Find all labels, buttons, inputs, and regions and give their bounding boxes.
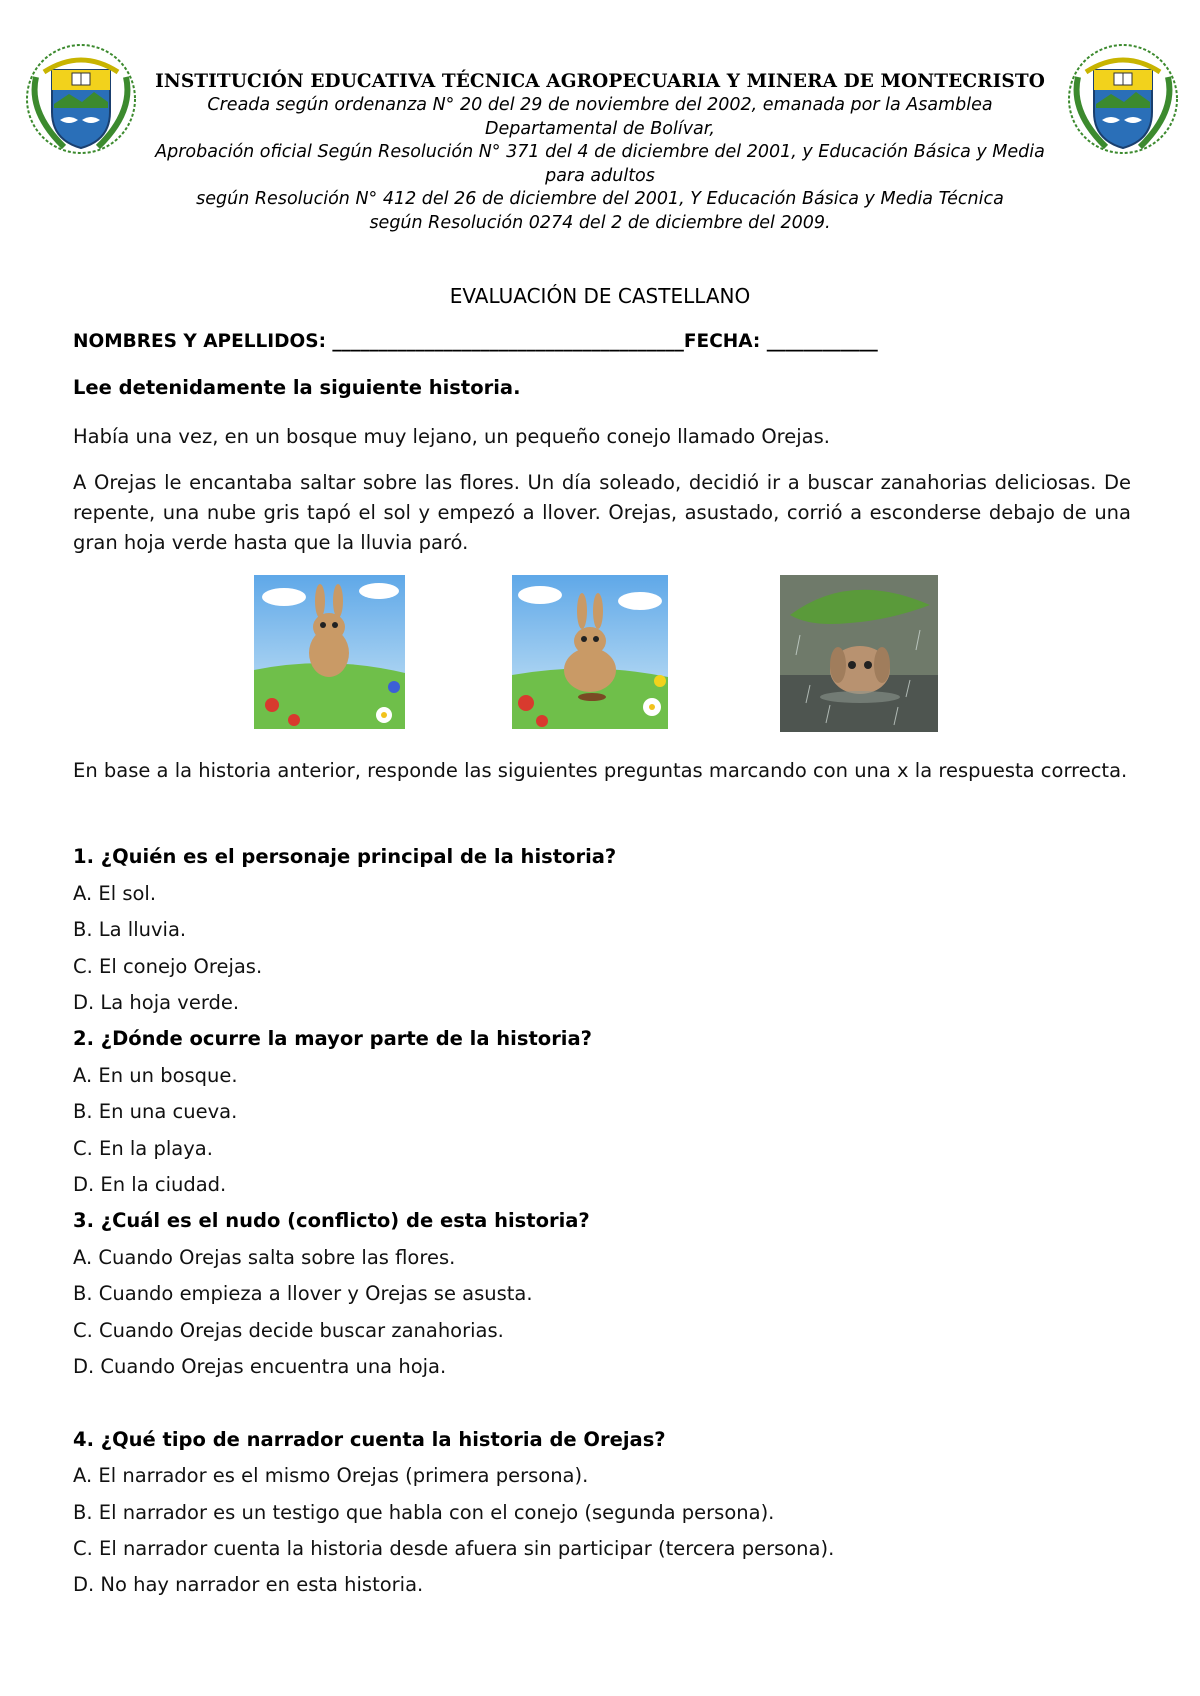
header-line: según Resolución 0274 del 2 de diciembre del 2009. xyxy=(369,212,831,233)
answer-option[interactable]: A. Cuando Orejas salta sobre las flores. xyxy=(73,1246,456,1269)
institution-header xyxy=(130,70,1070,235)
answer-option[interactable]: D. Cuando Orejas encuentra una hoja. xyxy=(73,1355,447,1378)
answer-option[interactable]: D. En la ciudad. xyxy=(73,1173,227,1196)
answer-option[interactable]: C. Cuando Orejas decide buscar zanahorias. xyxy=(73,1319,504,1342)
header-line: Departamental de Bolívar, xyxy=(485,118,715,139)
story-paragraph: Había una vez, en un bosque muy lejano, un pequeño conejo llamado Orejas. xyxy=(73,425,830,448)
header-line: Creada según ordenanza N° 20 del 29 de noviembre del 2002, emanada por la Asamblea xyxy=(207,95,993,115)
question-3: 3. ¿Cuál es el nudo (conflicto) de esta historia? xyxy=(73,1209,590,1232)
school-crest-logo-right xyxy=(1066,42,1181,157)
answer-option[interactable]: A. El sol. xyxy=(73,882,157,905)
rabbit-searching-illustration xyxy=(512,575,668,729)
exam-title: EVALUACIÓN DE CASTELLANO xyxy=(449,284,751,308)
answer-option[interactable]: D. No hay narrador en esta historia. xyxy=(73,1573,424,1596)
rabbit-under-leaf-illustration xyxy=(780,575,938,732)
answer-option[interactable]: A. En un bosque. xyxy=(73,1064,238,1087)
question-2: 2. ¿Dónde ocurre la mayor parte de la historia? xyxy=(73,1027,592,1050)
questions-instruction: En base a la historia anterior, responde las siguientes preguntas marcando con una x la respuesta correcta. xyxy=(73,759,1128,782)
answer-option[interactable]: A. El narrador es el mismo Orejas (primera persona). xyxy=(73,1464,589,1487)
name-date-field: NOMBRES Y APELLIDOS: ______________________________________FECHA: ____________ xyxy=(73,331,878,352)
answer-option[interactable]: B. En una cueva. xyxy=(73,1100,238,1123)
institution-name: INSTITUCIÓN EDUCATIVA TÉCNICA AGROPECUARIA Y MINERA DE MONTECRISTO xyxy=(155,71,1045,92)
answer-option[interactable]: D. La hoja verde. xyxy=(73,991,240,1014)
header-line: según Resolución N° 412 del 26 de diciembre del 2001, Y Educación Básica y Media Técnica xyxy=(196,189,1004,209)
story-paragraph: A Orejas le encantaba saltar sobre las flores. Un día soleado, decidió ir a buscar zanahorias deliciosas. De repente, una nube gris tapó el sol y empezó a llover. Orejas, asustado, corrió a esconderse debajo de una gran hoja verde hasta que la lluvia paró. xyxy=(73,471,1131,554)
answer-option[interactable]: B. El narrador es un testigo que habla con el conejo (segunda persona). xyxy=(73,1501,775,1524)
answer-option[interactable]: C. El conejo Orejas. xyxy=(73,955,263,978)
question-1: 1. ¿Quién es el personaje principal de la historia? xyxy=(73,845,617,868)
school-crest-logo-left xyxy=(24,42,139,157)
reading-instruction: Lee detenidamente la siguiente historia. xyxy=(73,376,521,399)
header-line: Aprobación oficial Según Resolución N° 371 del 4 de diciembre del 2001, y Educación Básica y Media xyxy=(155,142,1045,162)
answer-option[interactable]: B. Cuando empieza a llover y Orejas se asusta. xyxy=(73,1282,533,1305)
header-line: para adultos xyxy=(545,165,655,186)
question-4: 4. ¿Qué tipo de narrador cuenta la historia de Orejas? xyxy=(73,1428,666,1451)
answer-option[interactable]: C. En la playa. xyxy=(73,1137,213,1160)
answer-option[interactable]: C. El narrador cuenta la historia desde afuera sin participar (tercera persona). xyxy=(73,1537,835,1560)
rabbit-jumping-illustration xyxy=(254,575,405,729)
answer-option[interactable]: B. La lluvia. xyxy=(73,918,187,941)
